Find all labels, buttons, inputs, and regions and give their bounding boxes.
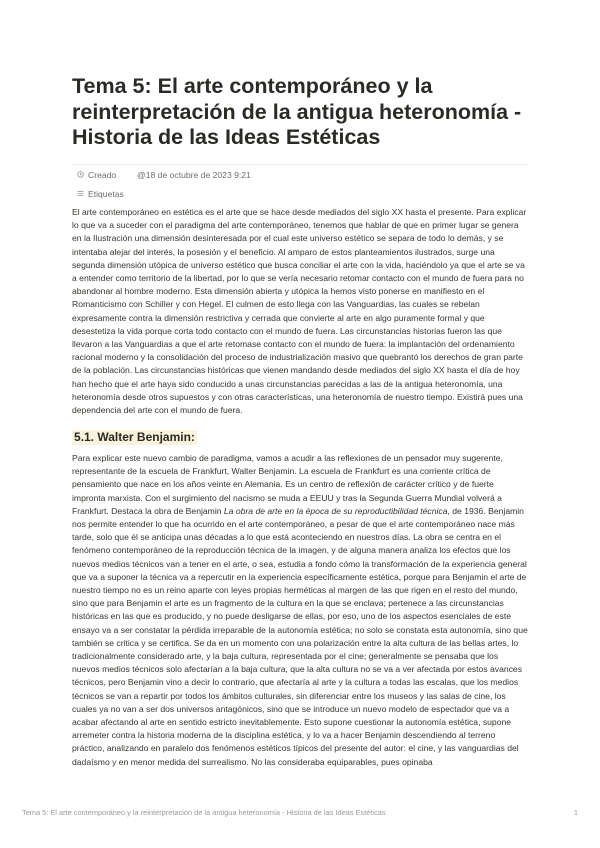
section-heading: 5.1. Walter Benjamin:	[74, 430, 195, 444]
body-paragraph	[72, 452, 528, 769]
list-icon	[77, 190, 84, 197]
clock-icon	[77, 171, 84, 178]
page-number: 1	[573, 808, 578, 817]
book-title: La obra de arte en la época de su reproductibilidad técnica	[223, 505, 448, 516]
footer-title: Tema 5: El arte contemporáneo y la reinterpretación de la antigua heteronomía - Historia de las Ideas Estéticas	[22, 808, 386, 817]
property-label: Creado	[88, 169, 117, 180]
property-created	[72, 165, 528, 184]
body-paragraph: El arte contemporáneo en estética es el arte que se hace desde mediados del siglo XX hasta el presente. Para explicar lo que va a suceder con el paradigma del arte contemporáneo, tenemos que hablar de que en primer lugar se genera en la Ilustración una dimensión desinteresada por el cual este universo estético se separa de todo lo demás, y se intentaba alejar del interés, la posesión y el beneficio. Al amparo de estos planteamientos ilustrados, surge una segunda dimensión utópica de universo estético que busca conciliar el arte con la vida, haciéndolo ya que el arte se va a entender como territorio de la libertad, por lo que se vería necesario retomar contacto con el mundo de fuera para no abandonar al hombre moderno. Esta dimensión abierta y utópica la hemos visto ponerse en manifiesto en el Romanticismo con Schiller y con Hegel. El culmen de esto llega con las Vanguardias, las cuales se rebelan expresamente contra la dimensión restrictiva y cerrada que convierte al arte en algo puramente formal y que desestetiza la vida porque corta todo contacto con el mundo de fuera. Las circunstancias historias fueron las que llevaron a las Vanguardias a que el arte retomase contacto con el mundo de fuera: la implantación del ordenamiento racional moderno y la consolidación del proceso de industrialización masivo que quebrantó los derechos de gran parte de la población. Las circunstancias históricas que vienen mandando desde mediados del siglo XX hasta el día de hoy han hecho que el arte haya sido conducido a unas circunstancias parecidas a las de la antigua heteronomía, una heteronomía desde otros supuestos y con otras características, una heteronomía de nuestro tiempo. Existirá pues una dependencia del arte con el mundo de fuera.	[72, 207, 527, 416]
page-footer	[22, 808, 578, 817]
text-run: , de 1936. Benjamin nos permite entender lo que ha ocurrido en el arte contemporáneo, a pesar de que el arte contemporáneo nace más tarde, solo que él se anticipa unas décadas a lo que está aconteciendo en nuestros días. La obra se centra en el fenómeno contemporáneo de la reproducción técnica de la imagen, y de alguna manera analiza los efectos que los nuevos medios técnicos van a tener en el arte, o sea, estudia a fondo cómo la transformación de la experiencia general que va a suponer la técnica va a repercutir en la experiencia específicamente estética, porque para Benjamin el arte de nuestro tiempo no es un reino aparte con leyes propias herméticas al margen de las que rigen en el resto del mundo, sino que para Benjamin el arte es un fragmento de la cultura en la que se enclava; pertenece a las circunstancias históricas en las que es producido, y no puede desligarse de ellas, por eso, uno de los aspectos esenciales de este ensayo va a ser constatar la pérdida irreparable de la autonomía estética; no solo se constata esta autonomía, sino que también se critica y se certifica. Se da en un momento con una polarización entre la alta cultura de las bellas artes, lo tradicionalmente considerado arte, y la baja cultura, representada por el cine; generalmente se pensaba que los nuevos medios técnicos solo afectarían a la baja cultura, que la alta cultura no se va a ver afectada por estos avances técnicos, pero Benjamin vino a decir lo contrario, que afectaría al arte y la cultura a todas las escalas, que los medios técnicos se van a repartir por todos los ámbitos culturales, sin diferenciar entre los museos y las salas de cine, los cuales ya no van a ser dos universos antagónicos, sino que se introduce un nuevo modelo de espectador que va a acabar afectando al arte en sentido estricto inevitablemente. Esto supone cuestionar la autonomía estética, supone arremeter contra la historia moderna de la disciplina estética, y lo va a hacer Benjamin descendiendo al terreno práctico, analizando en paralelo dos fenómenos estéticos típicos del presente del autor: el cine, y las vanguardias del dadaísmo y en menor medida del surrealismo. No las consideraba equiparables, pues opinaba	[72, 505, 528, 767]
text-run: Para explicar este nuevo cambio de paradigma, vamos a acudir a las reflexiones de un pensador muy sugerente, representante de la escuela de Frankfurt, Walter Benjamin. La escuela de Frankfurt es una corriente crítica de pensamiento que nace en los años veinte en Alemania. Es un centro de reflexión de carácter crítico y de fuerte impronta marxista. Con el surgimiento del nacismo se muda a EEUU y tras la Segunda Guerra Mundial volverá a Frankfurt. Destaca la obra de Benjamin	[72, 453, 503, 516]
properties-table	[72, 164, 528, 203]
page-title: Tema 5: El arte contemporáneo y la reinterpretación de la antigua heteronomía - Historia de las Ideas Estéticas	[72, 74, 522, 149]
property-tags	[72, 184, 528, 203]
property-label: Etiquetas	[88, 188, 124, 199]
property-value: @18 de octubre de 2023 9:21	[137, 169, 251, 180]
